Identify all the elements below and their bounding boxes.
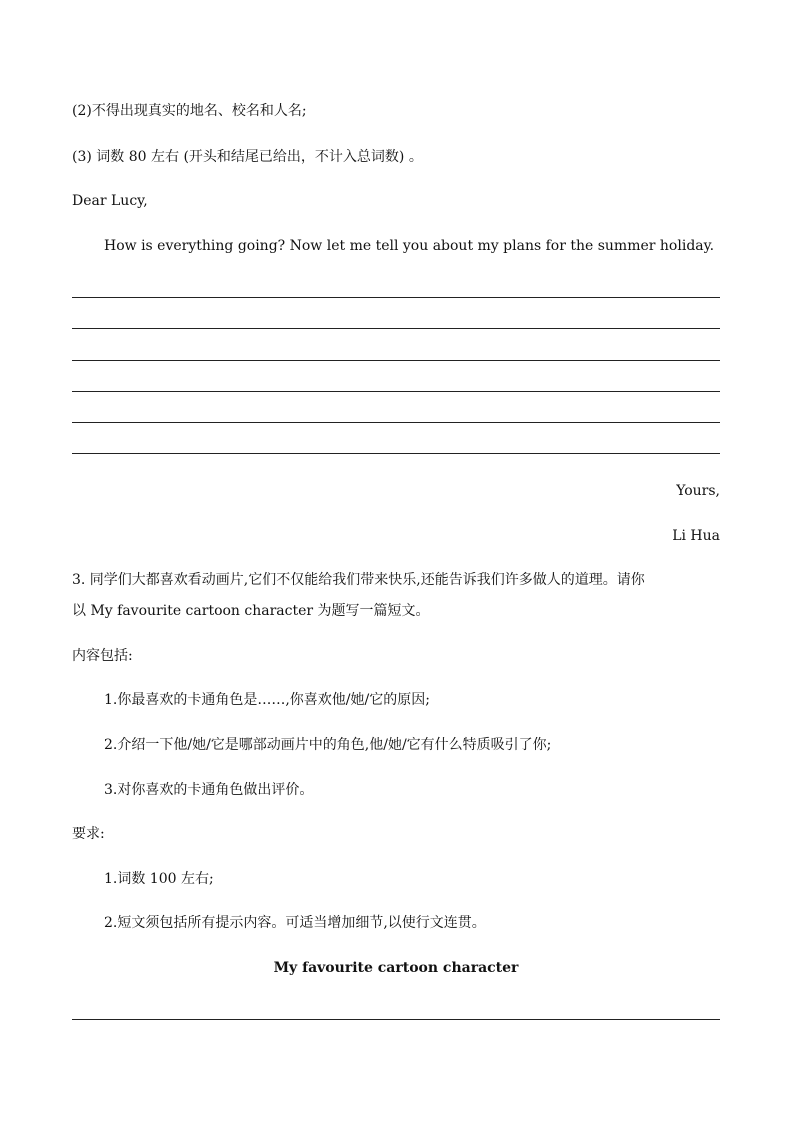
letter-closing: Yours, [676, 483, 720, 499]
requirement-2: (2)不得出现真实的地名、校名和人名; [72, 103, 307, 119]
letter-signature: Li Hua [672, 528, 720, 544]
writing-line [72, 360, 720, 361]
requirement-3: (3) 词数 80 左右 (开头和结尾已给出，不计入总词数) 。 [72, 149, 423, 165]
question3-prompt-line2: 以 My favourite cartoon character 为题写一篇短文。 [72, 603, 430, 619]
writing-line [72, 328, 720, 329]
writing-line [72, 422, 720, 423]
requirements-heading: 要求: [72, 826, 105, 842]
essay-title: My favourite cartoon character [273, 960, 519, 976]
writing-line [72, 1019, 720, 1020]
letter-opening: How is everything going? Now let me tell you about my plans for the summer holiday. [104, 238, 715, 254]
writing-line [72, 453, 720, 454]
requirement-item: 2.短文须包括所有提示内容。可适当增加细节,以使行文连贯。 [104, 915, 486, 931]
letter-greeting: Dear Lucy, [72, 193, 148, 209]
content-item: 3.对你喜欢的卡通角色做出评价。 [104, 782, 314, 798]
writing-line [72, 297, 720, 298]
content-item: 1.你最喜欢的卡通角色是……,你喜欢他/她/它的原因; [104, 692, 430, 708]
writing-line [72, 391, 720, 392]
question3-prompt-line1: 3. 同学们大都喜欢看动画片,它们不仅能给我们带来快乐,还能告诉我们许多做人的道理。请你 [72, 572, 645, 588]
requirement-item: 1.词数 100 左右; [104, 871, 214, 887]
content-heading: 内容包括: [72, 648, 133, 664]
content-item: 2.介绍一下他/她/它是哪部动画片中的角色,他/她/它有什么特质吸引了你; [104, 737, 552, 753]
